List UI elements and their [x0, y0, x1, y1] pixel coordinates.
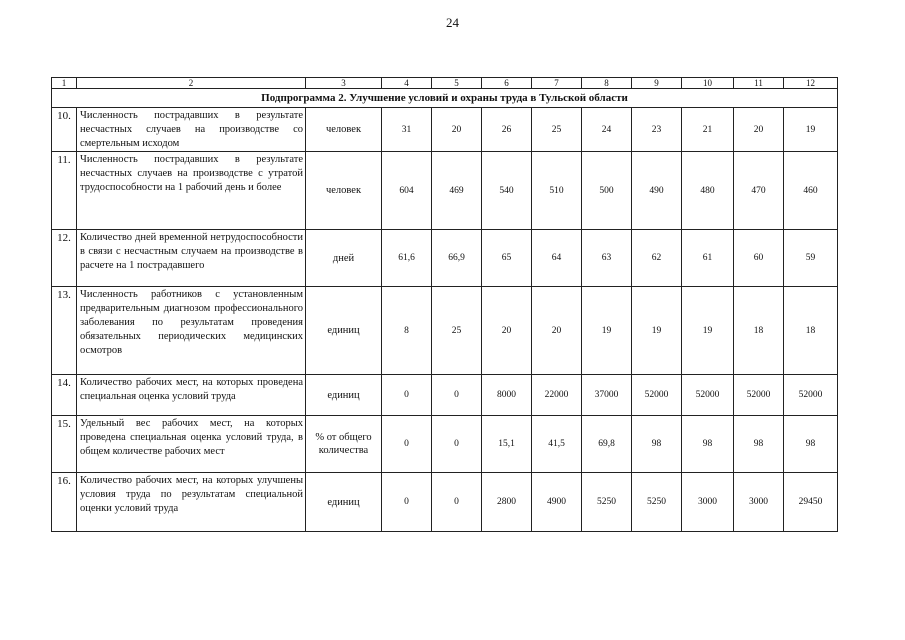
value-cell: 3000 — [734, 473, 784, 532]
value-cell: 52000 — [682, 375, 734, 416]
value-cell: 20 — [432, 108, 482, 152]
unit-cell: единиц — [306, 287, 382, 375]
unit-cell: человек — [306, 108, 382, 152]
value-cell: 19 — [784, 108, 838, 152]
table-row — [52, 230, 838, 287]
column-number-row — [52, 78, 838, 89]
column-number-cell: 2 — [77, 78, 306, 89]
value-cell: 0 — [432, 416, 482, 473]
value-cell: 98 — [784, 416, 838, 473]
value-cell: 8 — [382, 287, 432, 375]
column-number-cell: 1 — [52, 78, 77, 89]
value-cell: 510 — [532, 152, 582, 230]
column-number-cell: 7 — [532, 78, 582, 89]
value-cell: 20 — [734, 108, 784, 152]
row-number: 10. — [52, 108, 77, 152]
unit-cell: % от общего количества — [306, 416, 382, 473]
value-cell: 3000 — [682, 473, 734, 532]
indicator-name: Численность работников с установленным предварительным диагнозом профессионального заболевания по результатам проведения обязательных периодических медицинских осмотров — [77, 287, 306, 375]
unit-cell: единиц — [306, 375, 382, 416]
table-row — [52, 108, 838, 152]
value-cell: 23 — [632, 108, 682, 152]
column-number-cell: 5 — [432, 78, 482, 89]
value-cell: 20 — [482, 287, 532, 375]
indicator-name: Количество рабочих мест, на которых проведена специальная оценка условий труда — [77, 375, 306, 416]
value-cell: 8000 — [482, 375, 532, 416]
value-cell: 19 — [632, 287, 682, 375]
value-cell: 52000 — [784, 375, 838, 416]
column-number-cell: 8 — [582, 78, 632, 89]
unit-cell: единиц — [306, 473, 382, 532]
row-number: 16. — [52, 473, 77, 532]
value-cell: 61 — [682, 230, 734, 287]
row-number: 15. — [52, 416, 77, 473]
table-row — [52, 287, 838, 375]
indicators-table — [51, 77, 838, 532]
value-cell: 98 — [682, 416, 734, 473]
value-cell: 52000 — [632, 375, 682, 416]
value-cell: 52000 — [734, 375, 784, 416]
column-number-cell: 4 — [382, 78, 432, 89]
value-cell: 460 — [784, 152, 838, 230]
row-number: 13. — [52, 287, 77, 375]
table-row — [52, 375, 838, 416]
value-cell: 18 — [784, 287, 838, 375]
indicator-name: Удельный вес рабочих мест, на которых проведена специальная оценка условий труда, в общем количестве рабочих мест — [77, 416, 306, 473]
column-number-cell: 11 — [734, 78, 784, 89]
value-cell: 470 — [734, 152, 784, 230]
value-cell: 25 — [432, 287, 482, 375]
column-number-cell: 10 — [682, 78, 734, 89]
value-cell: 98 — [734, 416, 784, 473]
column-number-cell: 12 — [784, 78, 838, 89]
indicator-name: Количество рабочих мест, на которых улучшены условия труда по результатам специальной оценки условий труда — [77, 473, 306, 532]
value-cell: 19 — [582, 287, 632, 375]
value-cell: 37000 — [582, 375, 632, 416]
value-cell: 60 — [734, 230, 784, 287]
value-cell: 69,8 — [582, 416, 632, 473]
value-cell: 98 — [632, 416, 682, 473]
value-cell: 66,9 — [432, 230, 482, 287]
value-cell: 5250 — [582, 473, 632, 532]
value-cell: 0 — [432, 375, 482, 416]
value-cell: 26 — [482, 108, 532, 152]
value-cell: 540 — [482, 152, 532, 230]
value-cell: 22000 — [532, 375, 582, 416]
value-cell: 4900 — [532, 473, 582, 532]
value-cell: 62 — [632, 230, 682, 287]
indicator-name: Численность пострадавших в результате несчастных случаев на производстве со смертельным исходом — [77, 108, 306, 152]
value-cell: 500 — [582, 152, 632, 230]
value-cell: 0 — [382, 473, 432, 532]
table-row — [52, 152, 838, 230]
value-cell: 61,6 — [382, 230, 432, 287]
section-row — [52, 89, 838, 108]
value-cell: 24 — [582, 108, 632, 152]
table-row — [52, 473, 838, 532]
value-cell: 18 — [734, 287, 784, 375]
value-cell: 2800 — [482, 473, 532, 532]
value-cell: 65 — [482, 230, 532, 287]
unit-cell: дней — [306, 230, 382, 287]
section-title: Подпрограмма 2. Улучшение условий и охраны труда в Тульской области — [52, 89, 838, 108]
value-cell: 41,5 — [532, 416, 582, 473]
table-row — [52, 416, 838, 473]
column-number-cell: 9 — [632, 78, 682, 89]
row-number: 12. — [52, 230, 77, 287]
value-cell: 63 — [582, 230, 632, 287]
value-cell: 490 — [632, 152, 682, 230]
value-cell: 0 — [382, 416, 432, 473]
value-cell: 0 — [432, 473, 482, 532]
value-cell: 15,1 — [482, 416, 532, 473]
value-cell: 20 — [532, 287, 582, 375]
value-cell: 5250 — [632, 473, 682, 532]
row-number: 14. — [52, 375, 77, 416]
value-cell: 19 — [682, 287, 734, 375]
value-cell: 31 — [382, 108, 432, 152]
indicator-name: Количество дней временной нетрудоспособности в связи с несчастным случаем на производстве в расчете на 1 пострадавшего — [77, 230, 306, 287]
value-cell: 604 — [382, 152, 432, 230]
value-cell: 0 — [382, 375, 432, 416]
column-number-cell: 6 — [482, 78, 532, 89]
indicator-name: Численность пострадавших в результате несчастных случаев на производстве с утратой трудоспособности на 1 рабочий день и более — [77, 152, 306, 230]
row-number: 11. — [52, 152, 77, 230]
value-cell: 21 — [682, 108, 734, 152]
value-cell: 59 — [784, 230, 838, 287]
unit-cell: человек — [306, 152, 382, 230]
value-cell: 25 — [532, 108, 582, 152]
column-number-cell: 3 — [306, 78, 382, 89]
value-cell: 29450 — [784, 473, 838, 532]
page-number: 24 — [446, 15, 459, 30]
value-cell: 469 — [432, 152, 482, 230]
value-cell: 480 — [682, 152, 734, 230]
value-cell: 64 — [532, 230, 582, 287]
